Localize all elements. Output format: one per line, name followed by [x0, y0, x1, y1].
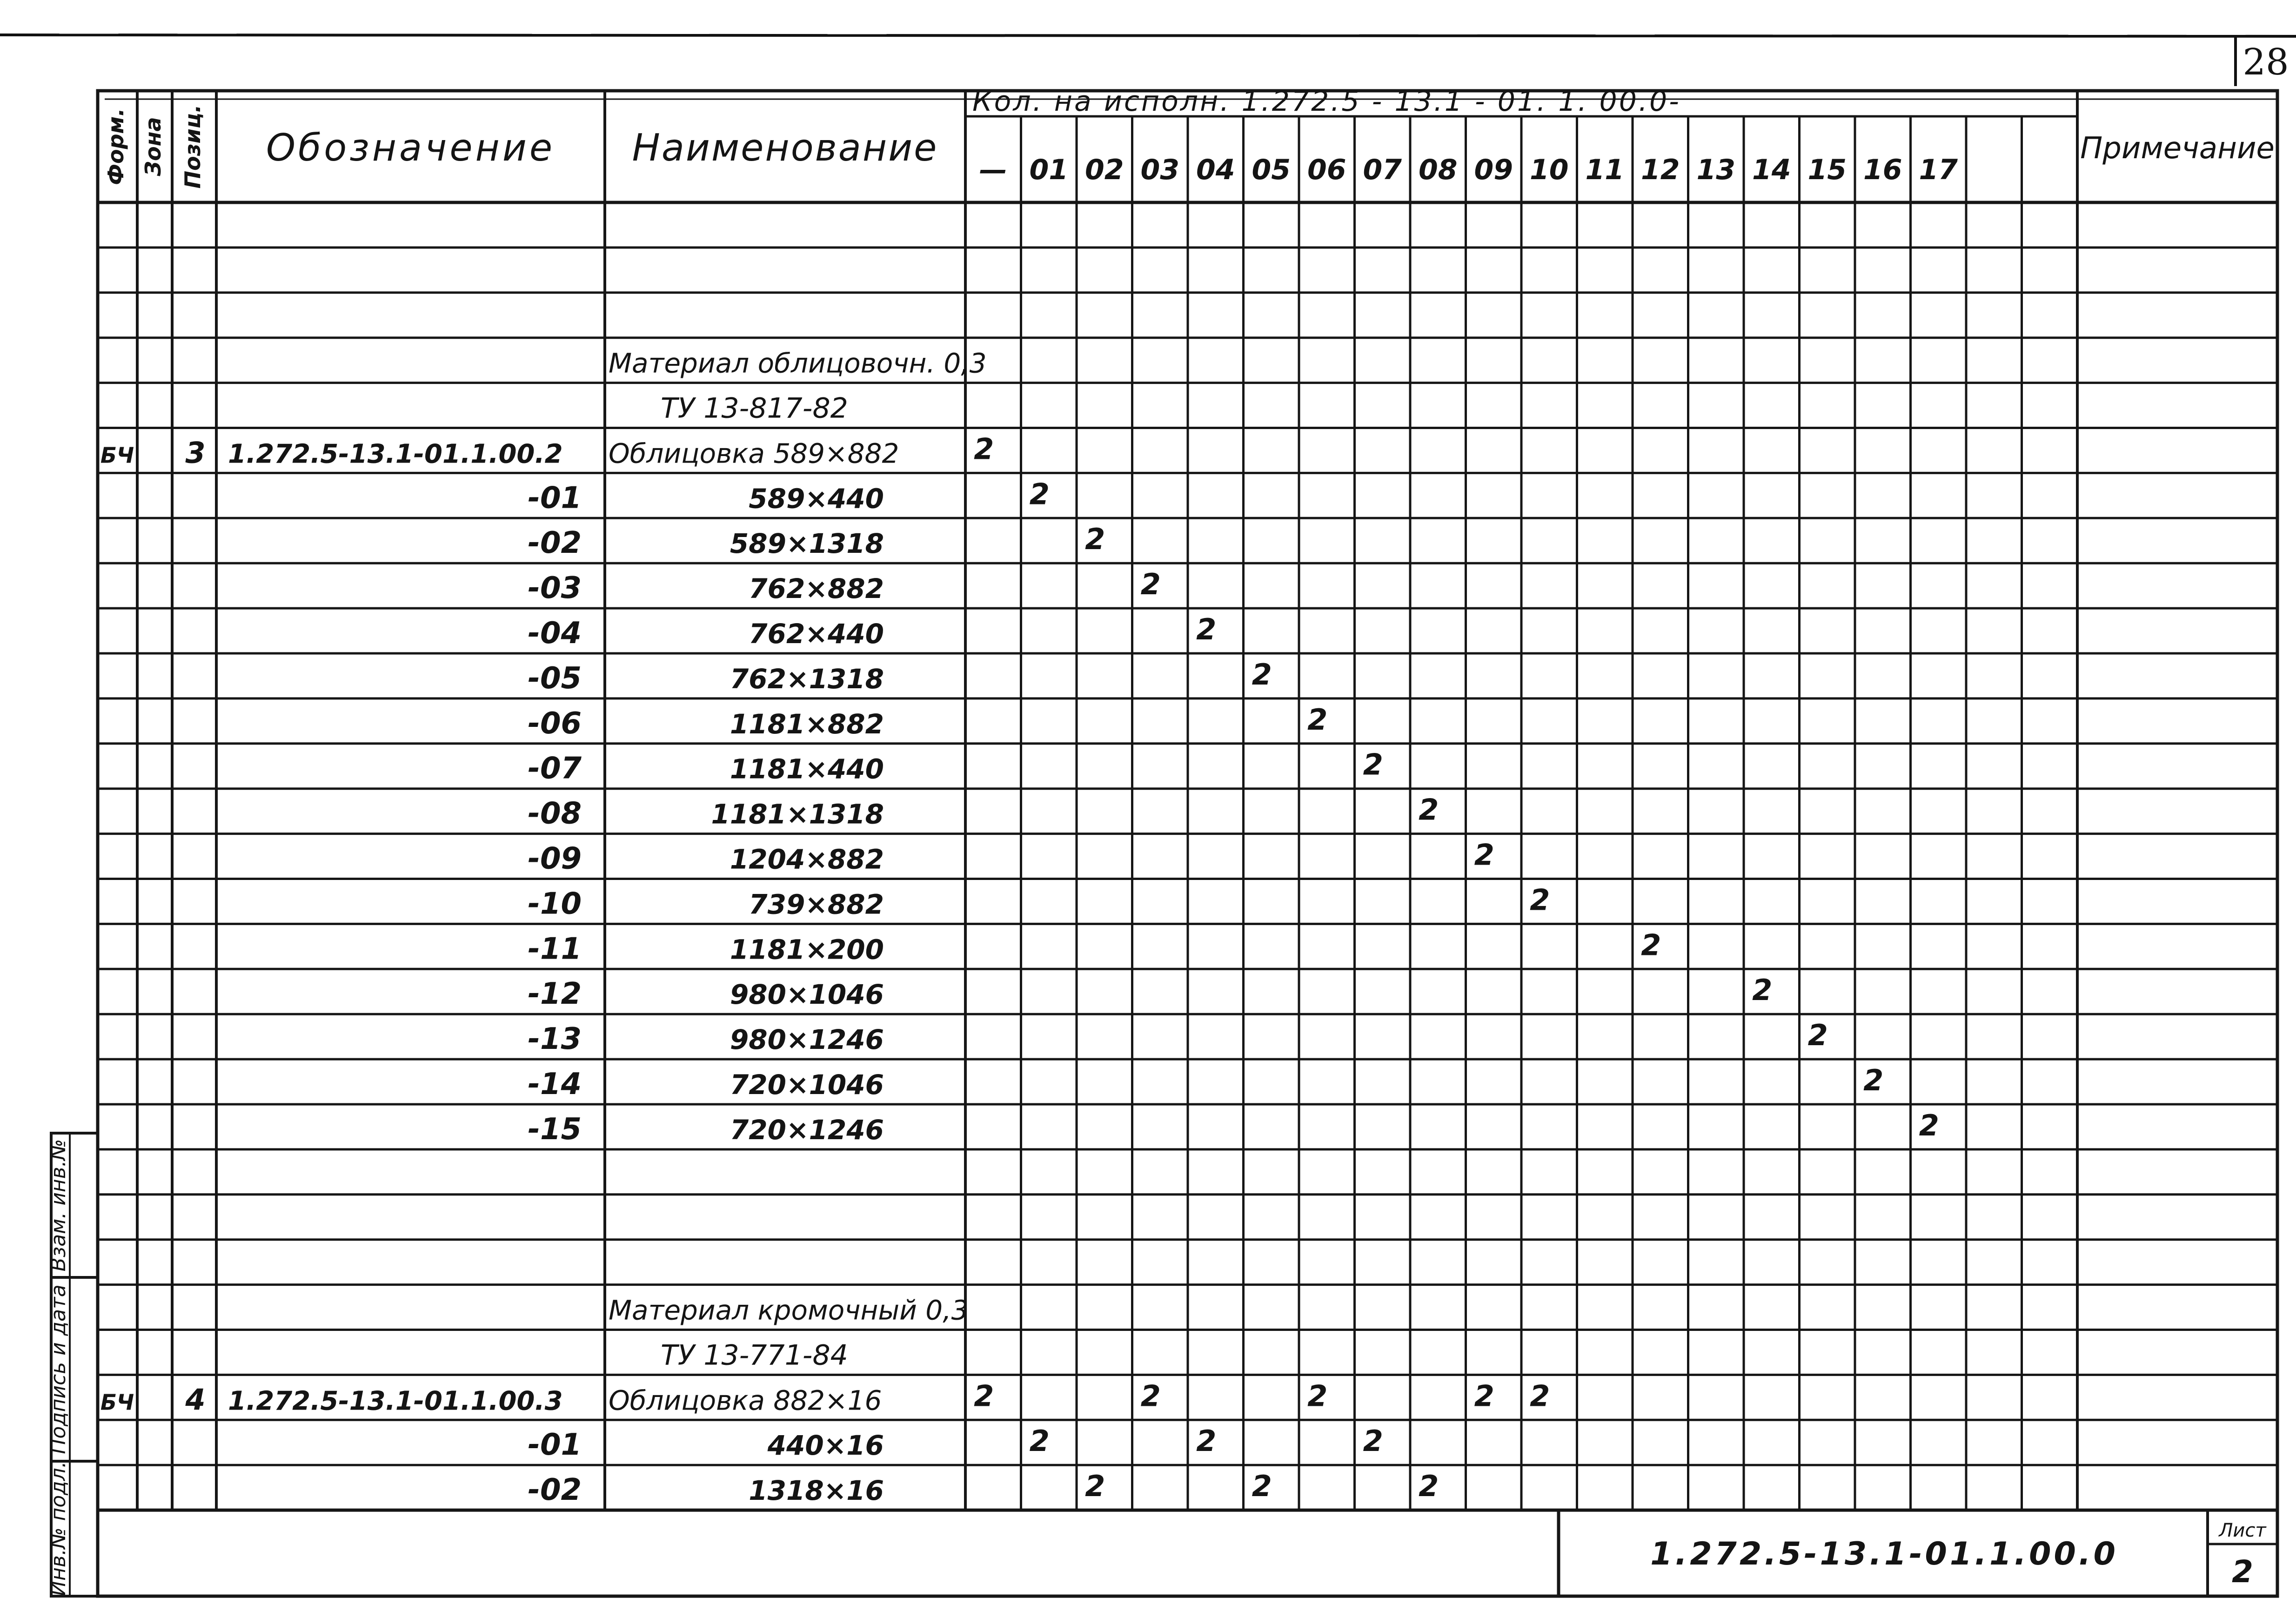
table-row: [528, 928, 1661, 966]
row-qty-cell: 2: [1085, 1469, 1105, 1504]
header-qty-col-3: 02: [1085, 154, 1124, 186]
row-name: Материал кромочный 0,3: [609, 1294, 969, 1326]
header-qty-col-6: 05: [1252, 154, 1291, 186]
row-designation: 1.272.5-13.1-01.1.00.3: [228, 1386, 563, 1417]
row-format: БЧ: [100, 443, 134, 468]
header-qty-col-2: 01: [1029, 154, 1068, 186]
header-qty-col-4: 03: [1140, 154, 1179, 186]
row-name: 720×1246: [730, 1114, 884, 1146]
row-qty-cell: 2: [1419, 1469, 1439, 1504]
row-designation: -11: [528, 932, 582, 967]
header-qty-col-16: 15: [1807, 154, 1847, 186]
row-name: 720×1046: [730, 1069, 884, 1101]
row-qty-cell: 2: [1474, 838, 1494, 872]
table-row: [661, 1339, 848, 1371]
side-stamp: [47, 1133, 98, 1596]
table-row: [528, 703, 1327, 741]
row-format: БЧ: [100, 1390, 134, 1415]
table-row: [100, 1379, 1550, 1417]
row-position: 3: [185, 436, 206, 470]
row-qty-cell: 2: [1029, 1424, 1050, 1458]
row-name: 762×882: [749, 573, 884, 605]
row-designation: -12: [528, 977, 582, 1012]
row-qty-cell: 2: [1363, 747, 1383, 782]
row-qty-cell: 2: [1641, 928, 1661, 962]
row-name: 980×1046: [730, 979, 884, 1011]
sheet-label: Лист: [2219, 1520, 2266, 1541]
table-grid: [98, 91, 2277, 1596]
row-designation: -01: [528, 1428, 582, 1463]
row-qty-cell: 2: [974, 432, 994, 466]
row-name: Облицовка 882×16: [609, 1384, 882, 1417]
table-row: [528, 612, 1216, 651]
header-qty-col-7: 06: [1307, 154, 1346, 186]
row-qty-cell: 2: [1252, 657, 1272, 692]
row-designation: -02: [528, 526, 582, 561]
row-name: 739×882: [749, 888, 884, 920]
table-row: [528, 1108, 1939, 1147]
row-name: 589×1318: [730, 528, 884, 560]
row-name: 440×16: [767, 1430, 884, 1462]
table-row: [528, 567, 1160, 605]
row-qty-cell: 2: [1530, 883, 1550, 917]
top-rule: [0, 35, 2296, 36]
row-name: Материал облицовочн. 0,3: [609, 347, 987, 379]
header-qty-col-15: 14: [1752, 154, 1791, 186]
row-qty-cell: 2: [1863, 1063, 1884, 1097]
page-number-box: [2236, 36, 2289, 86]
row-designation: -03: [528, 571, 582, 606]
side-stamp-label-1: Инв.№ подл.: [47, 1461, 70, 1596]
header-qty-col-8: 07: [1363, 154, 1402, 186]
row-name: ТУ 13-771-84: [661, 1339, 848, 1372]
side-stamp-label-2: Подпись и дата: [47, 1284, 70, 1454]
row-qty-cell: 2: [1029, 477, 1050, 511]
row-qty-cell: 2: [1085, 522, 1105, 557]
row-qty-cell: 2: [1474, 1379, 1494, 1413]
header-qty-title: Кол. на исполн. 1.272.5 - 13.1 - 01. 1. 00.0-: [972, 85, 1681, 118]
row-designation: 1.272.5-13.1-01.1.00.2: [228, 439, 563, 470]
row-qty-cell: 2: [1252, 1469, 1272, 1504]
table-row: [609, 348, 987, 379]
row-name: ТУ 13-817-82: [661, 392, 848, 425]
table-row: [528, 658, 1272, 696]
table-row: [528, 1424, 1383, 1462]
header-designation: Обозначение: [266, 126, 556, 169]
side-stamp-label-3: Взам. инв.№: [47, 1139, 70, 1272]
row-designation: -15: [528, 1112, 582, 1147]
row-qty-cell: 2: [1530, 1379, 1550, 1413]
row-qty-cell: 2: [1307, 1379, 1328, 1413]
header-qty-col-5: 04: [1196, 154, 1235, 186]
header-qty-col-11: 10: [1530, 154, 1569, 186]
row-name: 589×440: [749, 483, 884, 515]
row-designation: -08: [528, 796, 582, 831]
table-row: [609, 1295, 969, 1326]
header-qty-col-14: 13: [1696, 154, 1735, 186]
header-qty-col-17: 16: [1863, 154, 1902, 186]
table-row: [528, 748, 1383, 786]
row-designation: -10: [528, 886, 582, 921]
row-name: 1204×882: [730, 843, 884, 875]
row-designation: -04: [528, 616, 582, 651]
table-row: [100, 432, 994, 470]
row-qty-cell: 2: [1919, 1108, 1939, 1142]
row-name: 762×1318: [730, 663, 884, 695]
row-name: Облицовка 589×882: [609, 437, 899, 470]
row-designation: -07: [528, 751, 582, 786]
header-format: Форм.: [103, 108, 128, 185]
row-name: 1181×1318: [711, 798, 884, 830]
table-row: [528, 793, 1439, 831]
row-designation: -13: [528, 1022, 582, 1057]
row-designation: -06: [528, 706, 582, 741]
table-row: [528, 883, 1550, 921]
row-qty-cell: 2: [1196, 1424, 1217, 1458]
row-name: 1181×200: [730, 933, 884, 966]
table-row: [528, 1063, 1883, 1101]
header-qty-col-1: —: [979, 154, 1007, 186]
row-name: 1181×440: [730, 753, 884, 785]
row-designation: -05: [528, 661, 582, 696]
row-qty-cell: 2: [1419, 792, 1439, 827]
row-qty-cell: 2: [1307, 702, 1328, 737]
row-qty-cell: 2: [1196, 612, 1217, 646]
row-name: 762×440: [749, 618, 884, 650]
row-qty-cell: 2: [1140, 567, 1161, 602]
header-qty-col-9: 08: [1419, 154, 1458, 186]
row-qty-cell: 2: [1752, 973, 1773, 1007]
row-qty-cell: 2: [1363, 1424, 1383, 1458]
row-designation: -01: [528, 481, 582, 516]
document-code: 1.272.5-13.1-01.1.00.0: [1650, 1536, 2118, 1572]
page-number: 28: [2242, 41, 2289, 83]
row-qty-cell: 2: [974, 1379, 994, 1413]
sheet-number: 2: [2232, 1554, 2253, 1590]
header-qty-col-12: 11: [1585, 154, 1624, 186]
header-qty-col-10: 09: [1474, 154, 1513, 186]
table-row: [528, 1469, 1439, 1507]
title-block: [1559, 1510, 2277, 1596]
table-row: [528, 973, 1772, 1011]
row-designation: -14: [528, 1067, 582, 1101]
header-qty-col-18: 17: [1919, 154, 1958, 186]
row-name: 980×1246: [730, 1024, 884, 1056]
row-designation: -02: [528, 1473, 582, 1508]
row-designation: -09: [528, 841, 582, 876]
header-zone: Зона: [141, 117, 166, 176]
table-body: [100, 348, 1939, 1508]
header-name: Наименование: [632, 126, 938, 169]
row-qty-cell: 2: [1140, 1379, 1161, 1413]
header-note: Примечание: [2080, 131, 2275, 166]
row-qty-cell: 2: [1807, 1018, 1828, 1053]
header-position: Позиц.: [180, 104, 205, 189]
header-qty-col-13: 12: [1641, 154, 1680, 186]
row-name: 1318×16: [749, 1475, 884, 1507]
table-row: [528, 522, 1105, 560]
row-name: 1181×882: [730, 708, 884, 740]
row-position: 4: [185, 1383, 206, 1417]
table-row: [528, 838, 1494, 876]
table-row: [661, 392, 848, 425]
